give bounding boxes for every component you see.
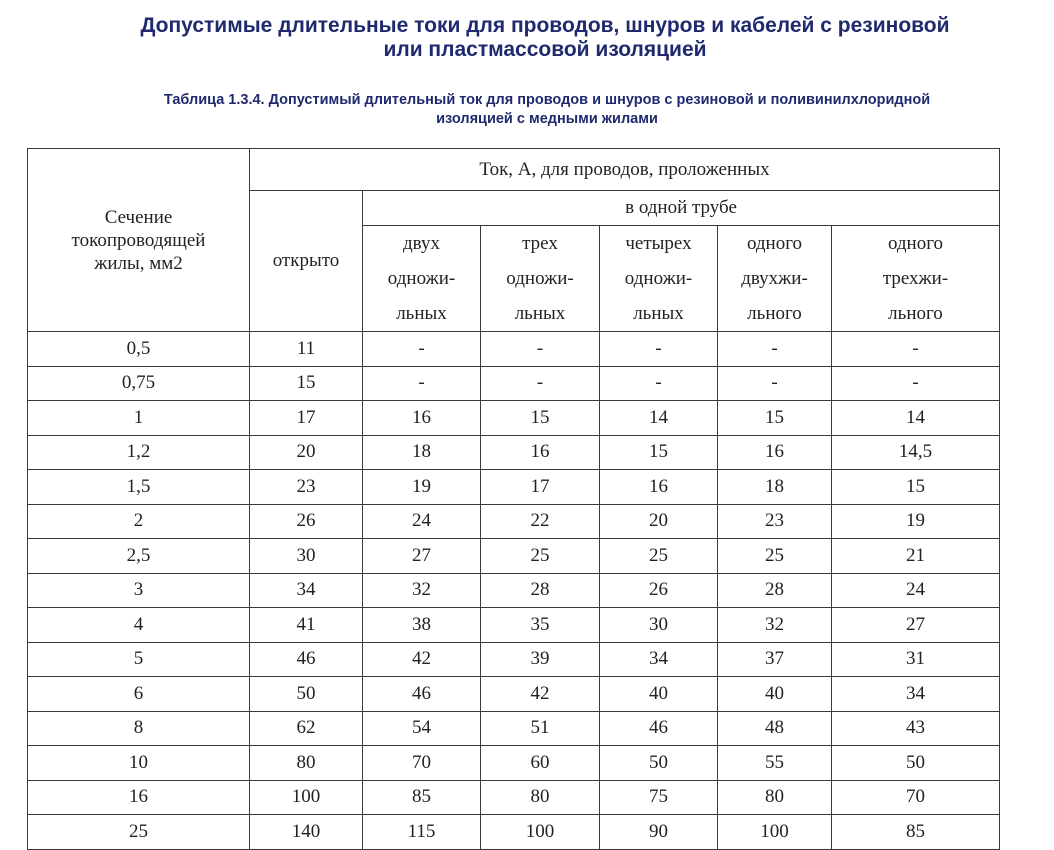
table-cell: 15 xyxy=(250,366,363,401)
table-cell: 22 xyxy=(481,504,600,539)
table-row xyxy=(28,711,1000,746)
table-cell: - xyxy=(718,366,832,401)
table-cell: 70 xyxy=(363,746,481,781)
table-caption xyxy=(0,91,1054,129)
table-cell: 46 xyxy=(250,642,363,677)
table-cell: 40 xyxy=(718,677,832,712)
table-cell: 85 xyxy=(832,815,1000,850)
table-cell: 32 xyxy=(363,573,481,608)
table-cell: 14 xyxy=(600,401,718,436)
table-cell: 35 xyxy=(481,608,600,643)
table-cell: 85 xyxy=(363,780,481,815)
table-cell: 30 xyxy=(600,608,718,643)
table-cell: 0,75 xyxy=(28,366,250,401)
table-row xyxy=(28,366,1000,401)
table-cell: - xyxy=(481,366,600,401)
table-cell: 10 xyxy=(28,746,250,781)
table-cell: 75 xyxy=(600,780,718,815)
table-cell: 30 xyxy=(250,539,363,574)
table-cell: 1 xyxy=(28,401,250,436)
table-cell: 16 xyxy=(600,470,718,505)
pipe-column-header-line: трех xyxy=(522,233,558,254)
pipe-column-header-line: льных xyxy=(396,303,447,324)
pipe-column-header-line: трехжи- xyxy=(882,268,949,289)
table-cell: 70 xyxy=(832,780,1000,815)
pipe-column-header xyxy=(363,226,481,332)
table-cell: 42 xyxy=(481,677,600,712)
table-row xyxy=(28,642,1000,677)
pipe-column-header-line: льных xyxy=(514,303,566,324)
table-cell: 32 xyxy=(718,608,832,643)
table-cell: 19 xyxy=(832,504,1000,539)
table-cell: 51 xyxy=(481,711,600,746)
table-cell: 5 xyxy=(28,642,250,677)
table-row xyxy=(28,815,1000,850)
table-cell: 2 xyxy=(28,504,250,539)
section-header-line: жилы, мм2 xyxy=(94,252,183,274)
table-row xyxy=(28,746,1000,781)
table-cell: 54 xyxy=(363,711,481,746)
table-cell: 50 xyxy=(600,746,718,781)
table-cell: 31 xyxy=(832,642,1000,677)
pipe-column-header-line: одножи- xyxy=(387,268,456,289)
open-header: открыто xyxy=(250,191,363,332)
table-cell: 1,2 xyxy=(28,435,250,470)
table-row xyxy=(28,332,1000,367)
table-cell: 46 xyxy=(600,711,718,746)
pipe-column-header-line: двухжи- xyxy=(741,268,808,289)
table-cell: - xyxy=(363,332,481,367)
table-cell: - xyxy=(832,332,1000,367)
table-cell: 20 xyxy=(250,435,363,470)
table-cell: 3 xyxy=(28,573,250,608)
table-cell: 16 xyxy=(718,435,832,470)
table-cell: 115 xyxy=(363,815,481,850)
table-cell: 39 xyxy=(481,642,600,677)
table-cell: 80 xyxy=(718,780,832,815)
table-cell: 38 xyxy=(363,608,481,643)
table-caption-line: изоляцией с медными жилами xyxy=(436,111,658,127)
table-cell: 41 xyxy=(250,608,363,643)
table-cell: 15 xyxy=(481,401,600,436)
table-cell: 34 xyxy=(600,642,718,677)
ampacity-table xyxy=(27,148,1000,850)
table-cell: 23 xyxy=(250,470,363,505)
table-cell: 37 xyxy=(718,642,832,677)
table-cell: 20 xyxy=(600,504,718,539)
table-cell: 25 xyxy=(481,539,600,574)
table-cell: 34 xyxy=(250,573,363,608)
pipe-column-header-line: одножи- xyxy=(506,268,574,289)
section-header-line: Сечение xyxy=(104,206,173,228)
table-header xyxy=(28,149,1000,332)
page-title-line: или пластмассовой изоляцией xyxy=(383,38,707,61)
table-cell: 27 xyxy=(363,539,481,574)
table-cell: 0,5 xyxy=(28,332,250,367)
table-cell: 50 xyxy=(250,677,363,712)
table-cell: 24 xyxy=(832,573,1000,608)
table-cell: 50 xyxy=(832,746,1000,781)
table-cell: 140 xyxy=(250,815,363,850)
pipe-column-header-line: двух xyxy=(403,233,440,254)
table-row xyxy=(28,780,1000,815)
section-header xyxy=(28,149,250,332)
table-cell: 27 xyxy=(832,608,1000,643)
table-caption-line: Таблица 1.3.4. Допустимый длительный ток для проводов и шнуров с резиновой и поливинилхлоридной xyxy=(163,92,931,108)
table-cell: - xyxy=(718,332,832,367)
table-cell: 28 xyxy=(481,573,600,608)
table-cell: 2,5 xyxy=(28,539,250,574)
pipe-column-header-line: четырех xyxy=(625,233,692,254)
table-cell: 46 xyxy=(363,677,481,712)
table-cell: 17 xyxy=(250,401,363,436)
table-cell: 21 xyxy=(832,539,1000,574)
table-row xyxy=(28,470,1000,505)
pipe-column-header-line: льного xyxy=(747,303,802,324)
table-cell: 16 xyxy=(363,401,481,436)
pipe-column-header xyxy=(600,226,718,332)
table-row xyxy=(28,401,1000,436)
table-cell: - xyxy=(363,366,481,401)
table-row xyxy=(28,539,1000,574)
table-cell: 24 xyxy=(363,504,481,539)
table-cell: 100 xyxy=(481,815,600,850)
table-cell: 25 xyxy=(600,539,718,574)
table-cell: 15 xyxy=(832,470,1000,505)
table-cell: 14,5 xyxy=(832,435,1000,470)
table-cell: 55 xyxy=(718,746,832,781)
pipe-column-header-line: одного xyxy=(887,233,944,254)
table-cell: - xyxy=(481,332,600,367)
table-cell: - xyxy=(832,366,1000,401)
table-cell: 23 xyxy=(718,504,832,539)
table-cell: 100 xyxy=(718,815,832,850)
pipe-column-header-line: одножи- xyxy=(624,268,693,289)
current-header: Ток, А, для проводов, проложенных xyxy=(250,149,1000,191)
table-cell: 8 xyxy=(28,711,250,746)
pipe-column-header-line: льного xyxy=(888,303,943,324)
table-row xyxy=(28,435,1000,470)
table-cell: 62 xyxy=(250,711,363,746)
table-cell: 15 xyxy=(600,435,718,470)
in-pipe-header: в одной трубе xyxy=(363,191,1000,226)
table-cell: - xyxy=(600,332,718,367)
table-row xyxy=(28,608,1000,643)
table-cell: 16 xyxy=(28,780,250,815)
table-cell: 18 xyxy=(363,435,481,470)
table-cell: 100 xyxy=(250,780,363,815)
pipe-column-header-line: льных xyxy=(633,303,684,324)
table-cell: 26 xyxy=(600,573,718,608)
table-cell: 25 xyxy=(28,815,250,850)
table-row xyxy=(28,677,1000,712)
table-cell: 48 xyxy=(718,711,832,746)
table-cell: - xyxy=(600,366,718,401)
table-body xyxy=(28,332,1000,850)
section-header-line: токопроводящей xyxy=(71,229,206,251)
page-title xyxy=(0,14,1054,62)
pipe-column-header-line: одного xyxy=(746,233,803,254)
table-cell: 1,5 xyxy=(28,470,250,505)
table-cell: 43 xyxy=(832,711,1000,746)
table-cell: 26 xyxy=(250,504,363,539)
table-cell: 15 xyxy=(718,401,832,436)
table-cell: 18 xyxy=(718,470,832,505)
table-row xyxy=(28,573,1000,608)
table-cell: 60 xyxy=(481,746,600,781)
table-cell: 6 xyxy=(28,677,250,712)
table-cell: 11 xyxy=(250,332,363,367)
table-cell: 17 xyxy=(481,470,600,505)
table-row xyxy=(28,504,1000,539)
table-cell: 28 xyxy=(718,573,832,608)
table-cell: 34 xyxy=(832,677,1000,712)
pipe-column-header xyxy=(481,226,600,332)
table-cell: 42 xyxy=(363,642,481,677)
pipe-column-header xyxy=(832,226,1000,332)
table-cell: 80 xyxy=(250,746,363,781)
table-cell: 40 xyxy=(600,677,718,712)
table-cell: 14 xyxy=(832,401,1000,436)
table-cell: 16 xyxy=(481,435,600,470)
table-cell: 25 xyxy=(718,539,832,574)
table-cell: 19 xyxy=(363,470,481,505)
table-cell: 4 xyxy=(28,608,250,643)
table-cell: 90 xyxy=(600,815,718,850)
table-cell: 80 xyxy=(481,780,600,815)
page-title-line: Допустимые длительные токи для проводов, шнуров и кабелей с резиновой xyxy=(140,14,950,37)
pipe-column-header xyxy=(718,226,832,332)
